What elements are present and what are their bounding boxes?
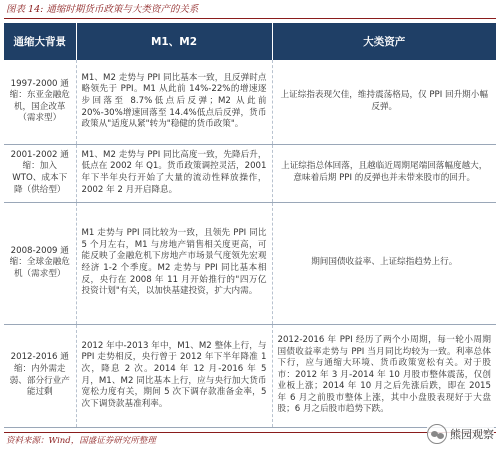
cell-money-supply: M1、M2 走势与 PPI 同比高度一致，先降后升，低点在 2002 年 Q1。货币政策调控灵活，2001 年下半年央行开始了大量的流动性释放操作，2002 年 2 月开启降息。	[76, 144, 272, 202]
cell-assets: 2012-2016 年 PPI 经历了两个小周期，每一轮小周期国债收益率走势与 PPI 当月同比均较为一致。利率总体下行，应与通缩大环境、货币政策宽松有关。对于股市：2012 年 3 月-2014 年 10 月股市整体震荡，仅创业板上涨；2014 年 10 月之后先涨后跌，即在 2015 年 6 月之前股市整体上涨，其中小盘股表现好于大盘股；6 月之后股市趋势下跌。	[272, 324, 496, 427]
cell-assets: 上证综指总体回落，且越临近周期尾端回落幅度越大，意味着后期 PPI 的反弹也并未带来股市的回升。	[272, 144, 496, 202]
cell-assets: 期间国债收益率、上证综指趋势上行。	[272, 202, 496, 324]
figure-title: 图表 14: 通缩时期货币政策与大类资产的关系	[4, 3, 496, 19]
header-background: 通缩大背景	[4, 23, 76, 60]
table-header-row	[4, 23, 496, 60]
cell-money-supply: 2012 年中-2013 年中，M1、M2 整体上行，与 PPI 走势相反，央行曾于 2012 年下半年降准 1 次，降息 2 次。2014 年 12 月-2016 年 5 月，M1、M2 同比基本上行，应与央行加大货币宽松力度有关，期间 5 次下调存款准备金率，5 次下调贷款基准利率。	[76, 324, 272, 427]
cell-background: 2008-2009 通缩：全球金融危机（需求型）	[4, 202, 76, 324]
cell-money-supply: M1 走势与 PPI 同比较为一致，且领先 PPI 同比 5 个月左右，M1 与房地产销售相关度更高，可能反映了金融危机下房地产市场景气度领先宏观经济 1-2 个季度。M2 走势与 PPI 同比基本相反，央行在 2008 年 11 月开始推行的"四万亿投资计划"有关，以加快基建投资，扩大内需。	[76, 202, 272, 324]
watermark	[427, 421, 494, 447]
wechat-icon	[427, 424, 447, 444]
source-note: 资料来源：Wind，国盛证券研究所整理	[6, 436, 156, 446]
header-assets: 大类资产	[272, 23, 496, 60]
table-row	[4, 60, 496, 144]
header-money-supply: M1、M2	[76, 23, 272, 60]
cell-assets: 上证综指表现欠佳，维持震荡格局，仅 PPI 回升期小幅反弹。	[272, 60, 496, 144]
footer-divider	[4, 432, 496, 433]
cell-background: 2012-2016 通缩：内外需走弱、部分行业产能过剩	[4, 324, 76, 427]
watermark-text: 熊园观察	[450, 428, 494, 441]
table-row	[4, 324, 496, 427]
cell-background: 2001-2002 通缩：加入 WTO、成本下降（供给型）	[4, 144, 76, 202]
cell-money-supply: M1、M2 走势与 PPI 同比基本一致，且反弹时点略领先于 PPI。M1 从此前 14%-22%的增速逐步回落至 8.7%低点后反弹；M2 从此前 20%-30%增速回落至 14.4%低点后反弹，货币政策从"适度从紧"转为"稳健的货币政策"。	[76, 60, 272, 144]
table-row	[4, 144, 496, 202]
table-row	[4, 202, 496, 324]
cell-background: 1997-2000 通缩：东亚金融危机，国企改革（需求型）	[4, 60, 76, 144]
policy-asset-table	[4, 23, 496, 428]
